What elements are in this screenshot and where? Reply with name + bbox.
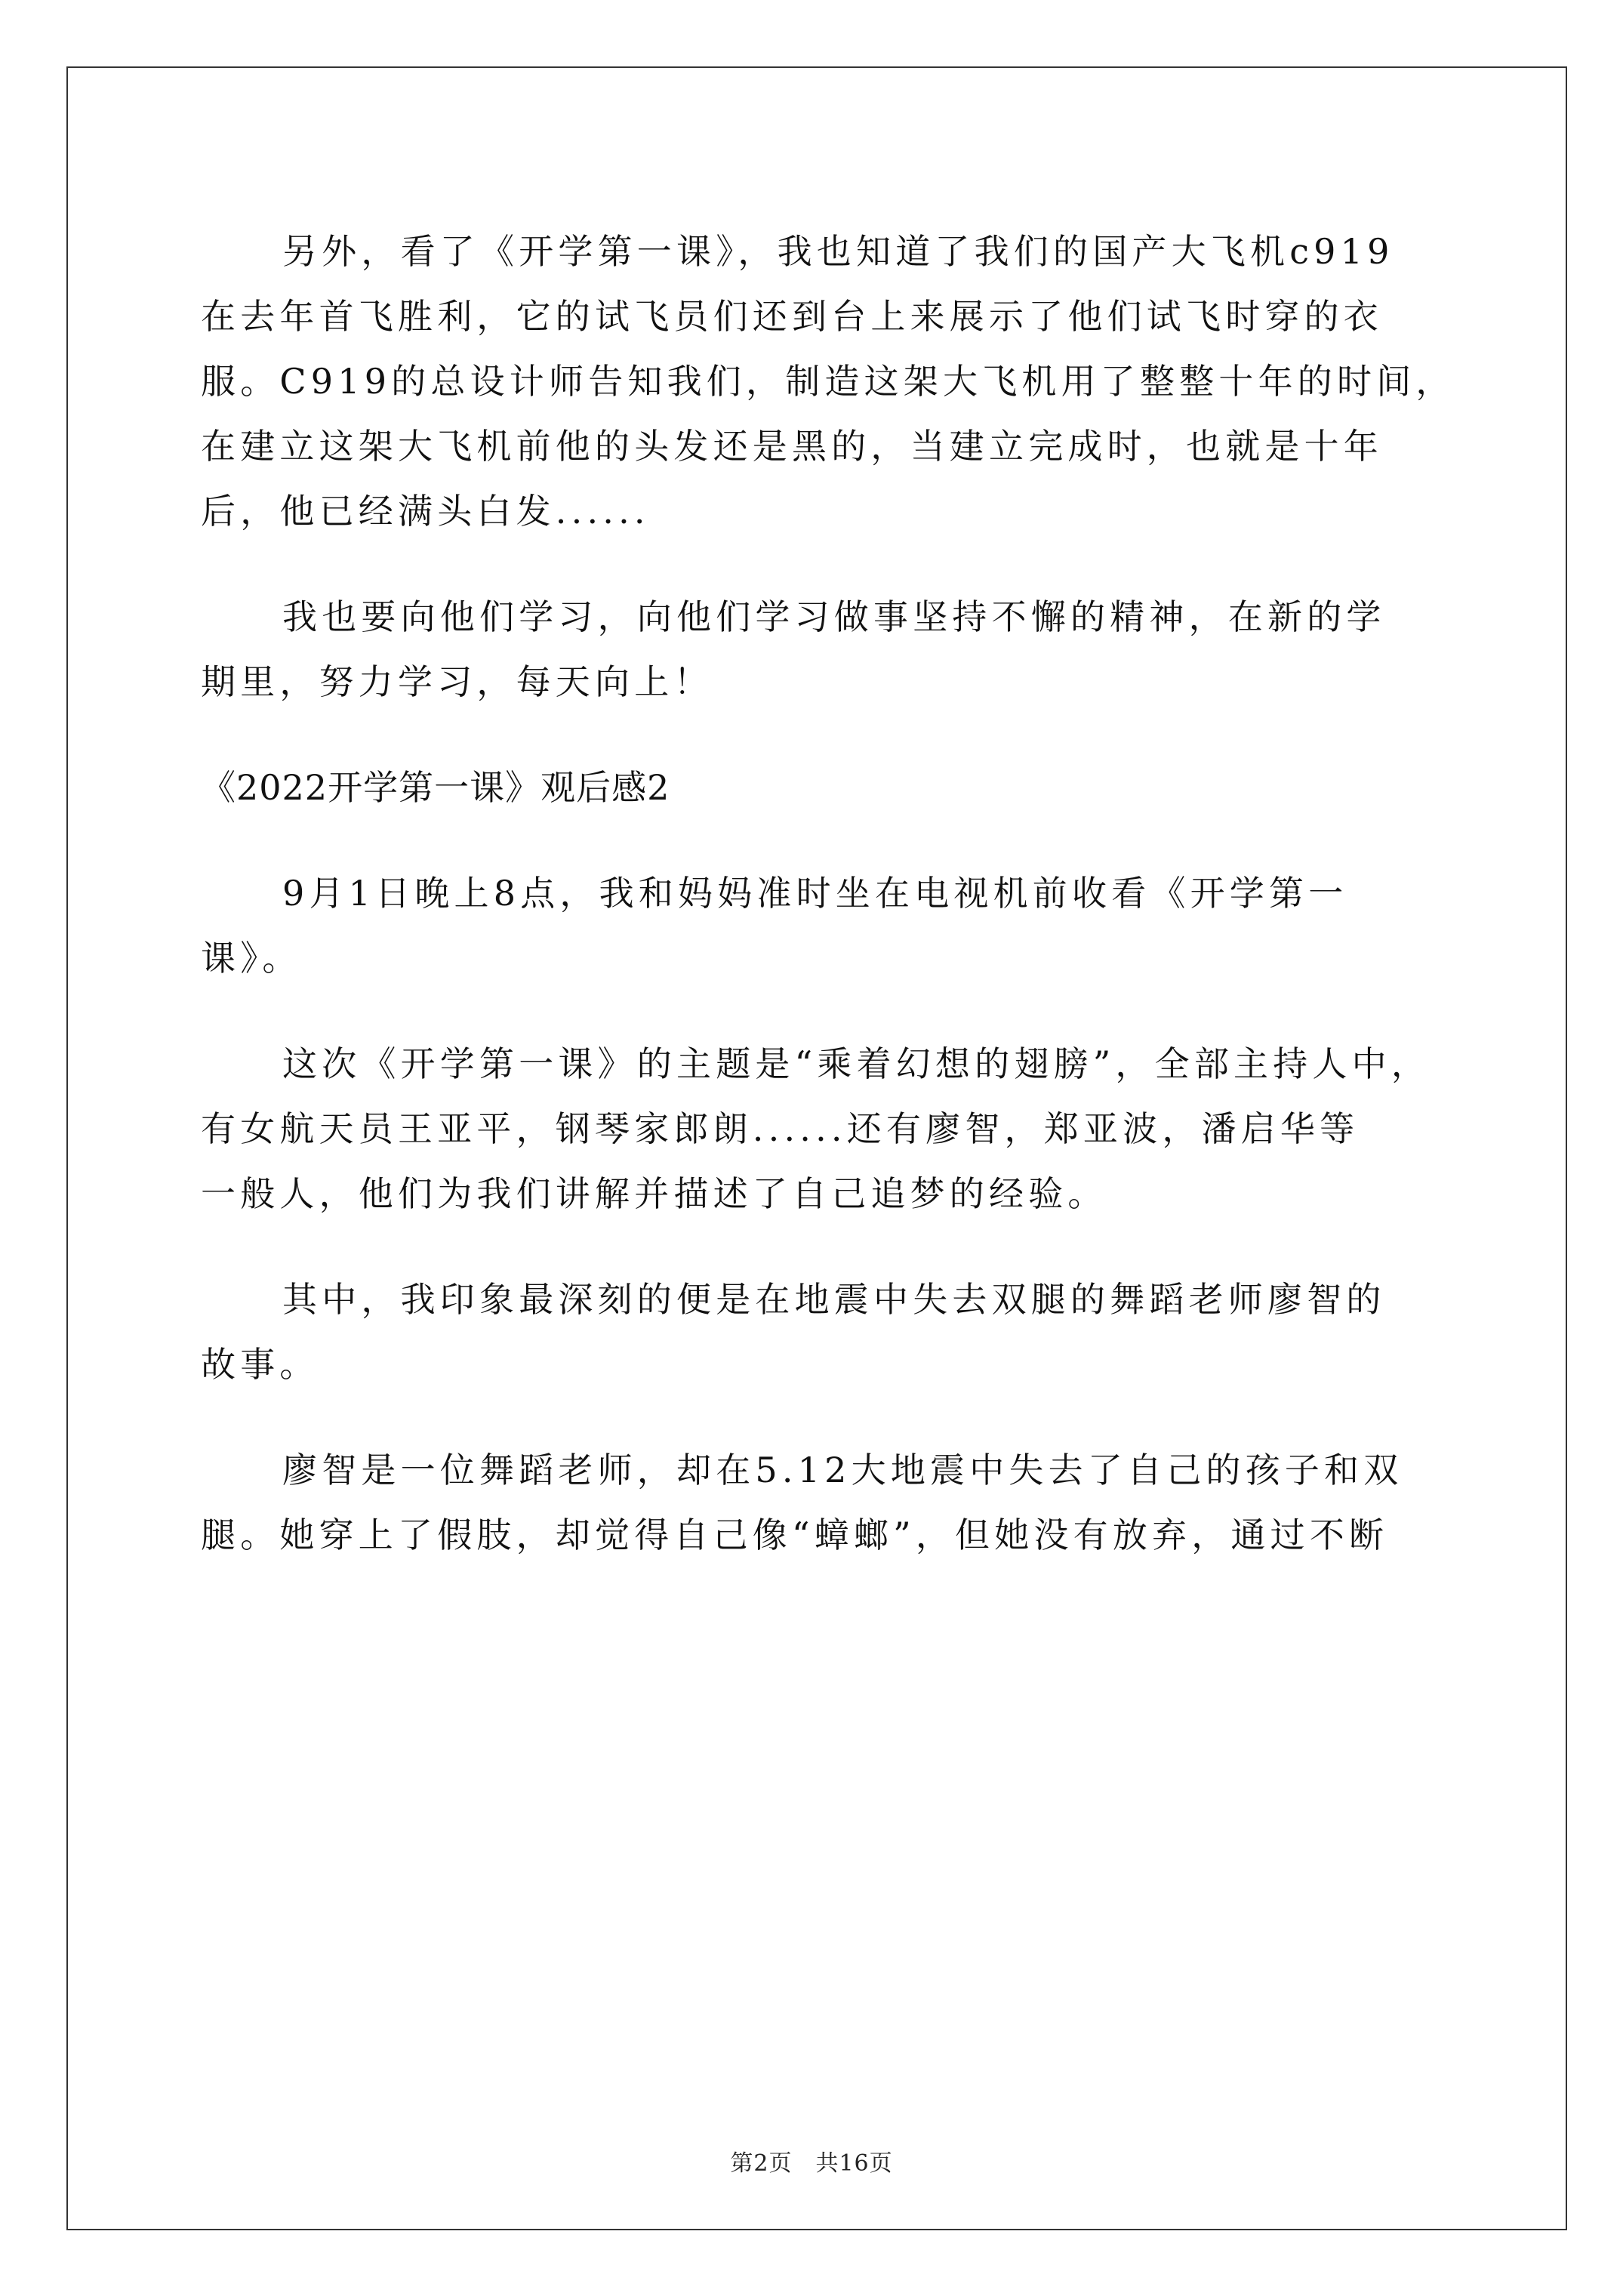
text-line: 服。C919的总设计师告知我们，制造这架大飞机用了整整十年的时间， (201, 361, 1455, 402)
heading-text: 《2022开学第一课》观后感2 (201, 767, 670, 808)
paragraph-impression (201, 1267, 1439, 1397)
text-line: 我也要向他们学习，向他们学习做事坚持不懈的精神，在新的学 (282, 596, 1386, 637)
paragraph-learn (201, 584, 1439, 714)
text-line: 后，他已经满头白发...... (201, 491, 650, 532)
text-line: 其中，我印象最深刻的便是在地震中失去双腿的舞蹈老师廖智的 (282, 1279, 1386, 1320)
page-number: 第2页 共16页 (730, 2150, 893, 2177)
text-line: 另外，看了《开学第一课》，我也知道了我们的国产大飞机c919 (282, 231, 1394, 272)
text-line: 在建立这架大飞机前他的头发还是黑的，当建立完成时，也就是十年 (201, 426, 1383, 467)
text-line: 腿。她穿上了假肢，却觉得自己像“蟑螂”，但她没有放弃，通过不断 (201, 1515, 1389, 1555)
section-heading (201, 755, 1439, 820)
text-line: 这次《开学第一课》的主题是“乘着幻想的翅膀”，全部主持人中， (282, 1043, 1431, 1084)
text-line: 在去年首飞胜利，它的试飞员们还到台上来展示了他们试飞时穿的衣 (201, 296, 1383, 337)
text-line: 故事。 (201, 1344, 319, 1385)
paragraph-liaozhi (201, 1438, 1439, 1567)
paragraph-theme (201, 1031, 1439, 1226)
document-body (201, 219, 1455, 1567)
paragraph-c919 (201, 219, 1455, 544)
text-line: 廖智是一位舞蹈老师，却在5.12大地震中失去了自己的孩子和双 (282, 1450, 1403, 1490)
paragraph-sept-1 (201, 861, 1439, 991)
text-line: 有女航天员王亚平，钢琴家郎朗......还有廖智，郑亚波，潘启华等 (201, 1108, 1360, 1149)
text-line: 期里，努力学习，每天向上！ (201, 661, 713, 702)
text-line: 9月1日晚上8点，我和妈妈准时坐在电视机前收看《开学第一 (282, 873, 1348, 914)
text-line: 一般人，他们为我们讲解并描述了自己追梦的经验。 (201, 1173, 1107, 1214)
text-line: 课》。 (201, 938, 302, 978)
